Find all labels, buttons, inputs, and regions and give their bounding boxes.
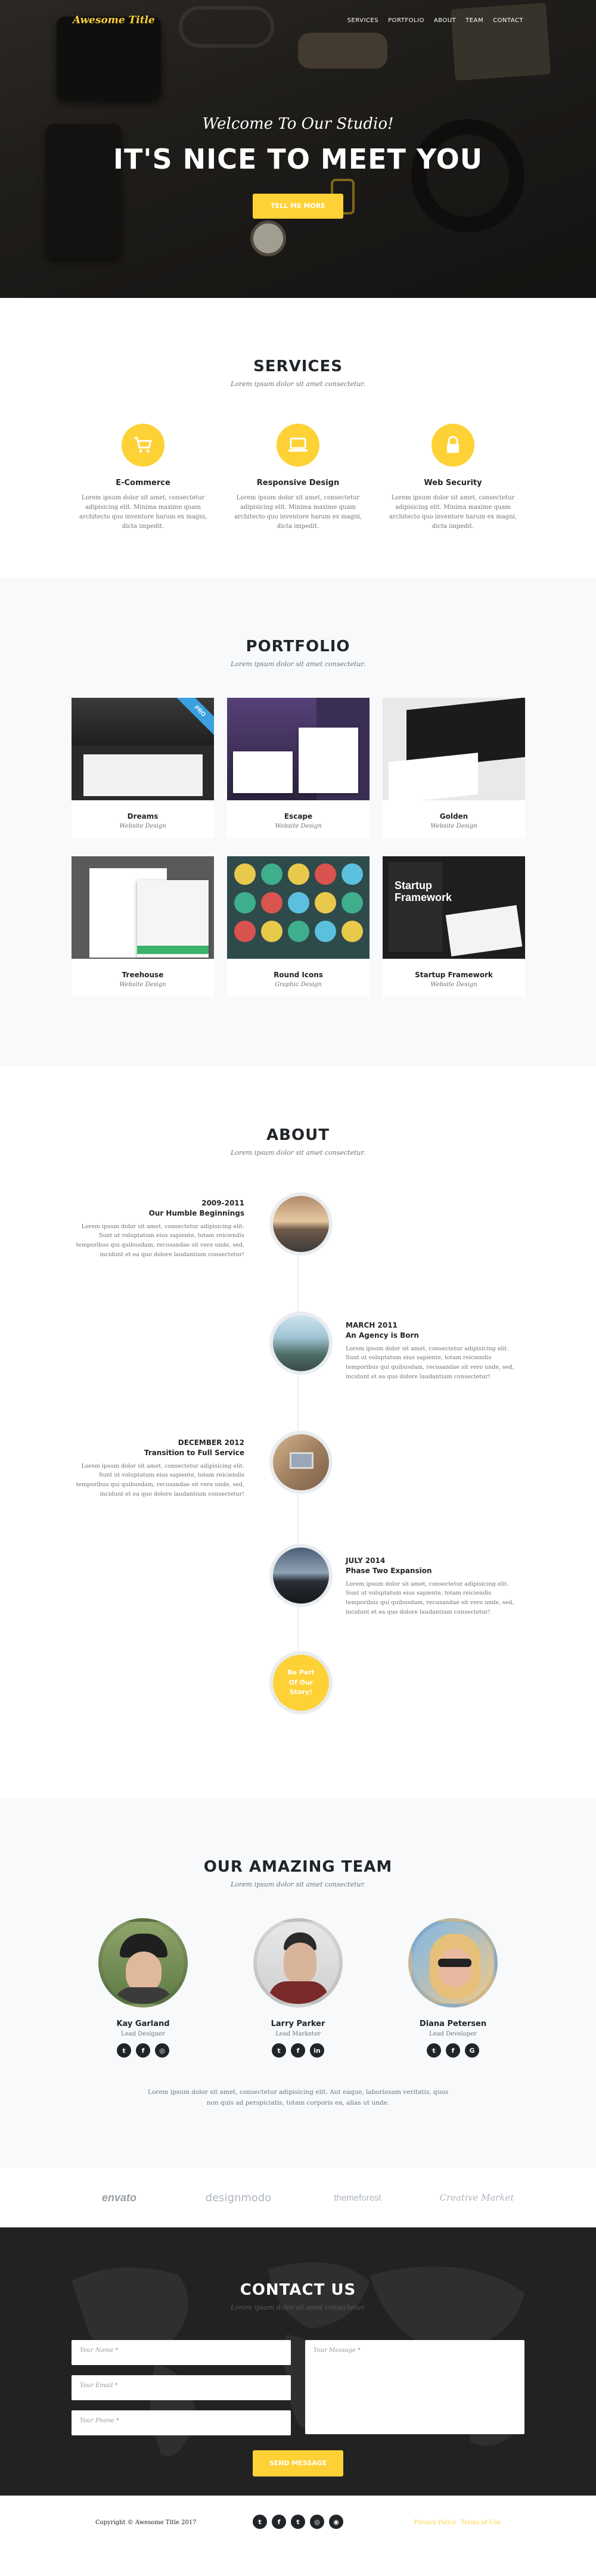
service-ecommerce: [72, 424, 215, 532]
service-title: E-Commerce: [116, 478, 170, 487]
services-subtitle: Lorem ipsum dolor sit amet consectetur.: [230, 380, 366, 388]
google-plus-icon[interactable]: G: [465, 2043, 479, 2058]
portfolio-title: Startup Framework: [415, 971, 493, 979]
team-section: [0, 1798, 596, 2168]
copyright: Copyright © Awesome Title 2017: [95, 2519, 197, 2526]
brand-logo[interactable]: Awesome Title: [73, 14, 155, 26]
facebook-icon[interactable]: f: [136, 2043, 150, 2058]
nav-links: [347, 17, 523, 24]
timeline-text: Lorem ipsum dolor sit amet, consectetur adipisicing elit. Sunt ut voluptatum eius sapiente, totam reiciendis temporibus qui quibusdam, recusandae sit vero unde, sed, incidunt et ea quo dolore laudantium consectetur!: [76, 1462, 244, 1497]
service-security: [381, 424, 524, 532]
timeline-event: [72, 1198, 244, 1259]
story-line: Story!: [289, 1688, 313, 1696]
portfolio-category: Website Design: [430, 823, 477, 829]
clients-section: [0, 2168, 596, 2227]
service-text: Lorem ipsum dolor sit amet, consectetur adipisicing elit. Minima maxime quam architecto quo inventore harum ex magni, dicta impedit.: [389, 495, 517, 530]
portfolio-title: Dreams: [127, 812, 159, 821]
timeline-date: MARCH 2011: [346, 1321, 398, 1329]
footer-socials: [0, 2515, 596, 2529]
linkedin-icon[interactable]: in: [310, 2043, 324, 2058]
timeline-image: [269, 1192, 333, 1256]
lock-icon: [432, 424, 474, 467]
team-subtitle: Lorem ipsum dolor sit amet consectetur.: [230, 1881, 366, 1888]
portfolio-thumbnail: [383, 698, 525, 800]
tumblr-icon[interactable]: t: [291, 2515, 305, 2529]
portfolio-thumbnail: [72, 698, 214, 800]
portfolio-item-golden[interactable]: [383, 698, 525, 838]
portfolio-subtitle: Lorem ipsum dolor sit amet consectetur.: [230, 660, 366, 668]
facebook-icon[interactable]: f: [272, 2515, 286, 2529]
name-field[interactable]: Your Name *: [72, 2340, 291, 2365]
portfolio-thumbnail: [72, 856, 214, 959]
portfolio-title: PORTFOLIO: [246, 638, 350, 655]
portfolio-item-dreams[interactable]: [72, 698, 214, 838]
pro-badge: PRO: [174, 698, 214, 737]
client-logo-designmodo[interactable]: designmodo: [205, 2191, 272, 2204]
email-field[interactable]: Your Email *: [72, 2375, 291, 2400]
hero-subtitle: Welcome To Our Studio!: [202, 115, 394, 133]
timeline-image: [269, 1312, 333, 1375]
twitter-icon[interactable]: t: [117, 2043, 131, 2058]
timeline-text: Lorem ipsum dolor sit amet, consectetur adipisicing elit. Sunt ut voluptatum eius sapiente, totam reiciendis temporibus qui quibusdam, recusandae sit vero unde, sed, incidunt et ea quo dolore laudantium consectetur!: [346, 1345, 514, 1380]
portfolio-category: Website Design: [119, 981, 166, 988]
team-member: [381, 1918, 524, 2058]
portfolio-thumbnail: [383, 856, 525, 959]
twitter-icon[interactable]: t: [253, 2515, 267, 2529]
timeline-event: [346, 1320, 519, 1381]
twitter-icon[interactable]: t: [272, 2043, 286, 2058]
timeline-heading: Our Humble Beginnings: [148, 1208, 244, 1217]
portfolio-section: [0, 578, 596, 1067]
timeline-text: Lorem ipsum dolor sit amet, consectetur adipisicing elit. Sunt ut voluptatum eius sapiente, totam reiciendis temporibus qui quibusdam, recusandae sit vero unde, sed, incidunt et ea quo dolore laudantium consectetur!: [76, 1223, 244, 1258]
timeline-image: [269, 1544, 333, 1607]
timeline-date: JULY 2014: [346, 1556, 386, 1565]
footer: [0, 2496, 596, 2576]
member-role: Lead Developer: [429, 2031, 477, 2037]
portfolio-category: Website Design: [430, 981, 477, 988]
about-section: [0, 1067, 596, 1798]
facebook-icon[interactable]: f: [291, 2043, 305, 2058]
terms-of-use-link[interactable]: Terms of Use: [461, 2519, 501, 2526]
instagram-icon[interactable]: ◎: [310, 2515, 324, 2529]
member-name: Diana Petersen: [419, 2019, 487, 2028]
contact-subtitle: Lorem ipsum dolor sit amet consectetur.: [230, 2304, 366, 2311]
client-logo-creative-market[interactable]: Creative Market: [439, 2192, 514, 2203]
portfolio-title: Round Icons: [274, 971, 323, 979]
nav-services[interactable]: SERVICES: [347, 17, 379, 24]
story-line: Be Part: [287, 1668, 315, 1677]
service-text: Lorem ipsum dolor sit amet, consectetur adipisicing elit. Minima maxime quam architecto quo inventore harum ex magni, dicta impedit.: [79, 495, 207, 530]
nav-about[interactable]: ABOUT: [433, 17, 457, 24]
member-role: Lead Marketer: [275, 2031, 321, 2037]
story-line: Of Our: [288, 1678, 313, 1686]
timeline-date: DECEMBER 2012: [178, 1438, 244, 1447]
team-description: Lorem ipsum dolor sit amet, consectetur adipisicing elit. Aut eaque, laboriosam veritatis, quos non quis ad perspiciatis, totam corporis ea, alias ut unde.: [147, 2089, 449, 2106]
portfolio-item-escape[interactable]: [227, 698, 370, 838]
tell-me-more-button[interactable]: TELL ME MORE: [253, 194, 343, 219]
service-title: Web Security: [424, 478, 482, 487]
about-title: ABOUT: [266, 1126, 330, 1144]
timeline-heading: Phase Two Expansion: [346, 1566, 432, 1575]
timeline-image: [269, 1431, 333, 1494]
instagram-icon[interactable]: ◎: [155, 2043, 169, 2058]
privacy-policy-link[interactable]: Privacy Policy: [414, 2519, 457, 2526]
portfolio-item-treehouse[interactable]: [72, 856, 214, 997]
timeline-heading: Transition to Full Service: [144, 1448, 244, 1457]
shopping-cart-icon: [122, 424, 164, 467]
portfolio-category: Website Design: [275, 823, 322, 829]
timeline-event: [346, 1556, 519, 1617]
timeline: [72, 1180, 524, 1741]
portfolio-thumbnail: [227, 856, 370, 959]
navbar: [0, 0, 596, 42]
timeline-event: [72, 1438, 244, 1499]
footer-links: [414, 2519, 501, 2526]
contact-form: [72, 2340, 524, 2446]
service-responsive: [226, 424, 370, 532]
portfolio-item-startup-framework[interactable]: [383, 856, 525, 997]
phone-field[interactable]: Your Phone *: [72, 2410, 291, 2435]
portfolio-title: Treehouse: [122, 971, 164, 979]
avatar: [408, 1918, 498, 2008]
team-member: [72, 1918, 215, 2058]
timeline-heading: An Agency is Born: [346, 1331, 419, 1340]
portfolio-thumbnail: [227, 698, 370, 800]
client-logo-envato[interactable]: envato: [101, 2191, 137, 2204]
portfolio-item-round-icons[interactable]: [227, 856, 370, 997]
service-title: Responsive Design: [256, 478, 340, 487]
about-subtitle: Lorem ipsum dolor sit amet consectetur.: [230, 1149, 366, 1157]
avatar: [98, 1918, 188, 2008]
services-title: SERVICES: [253, 358, 343, 375]
send-message-button[interactable]: SEND MESSAGE: [253, 2450, 343, 2476]
services-section: [0, 298, 596, 578]
client-logo-themeforest[interactable]: themeforest: [334, 2192, 381, 2203]
twitter-icon[interactable]: t: [427, 2043, 441, 2058]
member-role: Lead Designer: [121, 2031, 165, 2037]
hero-section: [0, 0, 596, 298]
service-text: Lorem ipsum dolor sit amet, consectetur adipisicing elit. Minima maxime quam architecto quo inventore harum ex magni, dicta impedit.: [234, 495, 362, 530]
thumbnail-caption: Startup Framework: [395, 880, 452, 903]
nav-team[interactable]: TEAM: [465, 17, 484, 24]
facebook-icon[interactable]: f: [446, 2043, 460, 2058]
contact-title: CONTACT US: [240, 2281, 356, 2299]
team-title: OUR AMAZING TEAM: [203, 1858, 393, 1876]
laptop-icon: [277, 424, 319, 467]
nav-portfolio[interactable]: PORTFOLIO: [388, 17, 424, 24]
github-icon[interactable]: ◉: [329, 2515, 343, 2529]
nav-contact[interactable]: CONTACT: [493, 17, 523, 24]
contact-section: [0, 2227, 596, 2496]
team-member: [226, 1918, 370, 2058]
timeline-date: 2009-2011: [201, 1199, 244, 1207]
message-field[interactable]: Your Message *: [305, 2340, 524, 2434]
portfolio-category: Graphic Design: [275, 981, 322, 988]
be-part-of-our-story-badge[interactable]: [269, 1651, 333, 1714]
portfolio-title: Golden: [439, 812, 468, 821]
avatar: [253, 1918, 343, 2008]
hero-title: IT'S NICE TO MEET YOU: [113, 143, 483, 175]
portfolio-title: Escape: [284, 812, 313, 821]
member-name: Kay Garland: [116, 2019, 170, 2028]
timeline-text: Lorem ipsum dolor sit amet, consectetur adipisicing elit. Sunt ut voluptatum eius sapiente, totam reiciendis temporibus qui quibusdam, recusandae sit vero unde, sed, incidunt et ea quo dolore laudantium consectetur!: [346, 1580, 514, 1615]
member-name: Larry Parker: [271, 2019, 325, 2028]
portfolio-category: Website Design: [119, 823, 166, 829]
